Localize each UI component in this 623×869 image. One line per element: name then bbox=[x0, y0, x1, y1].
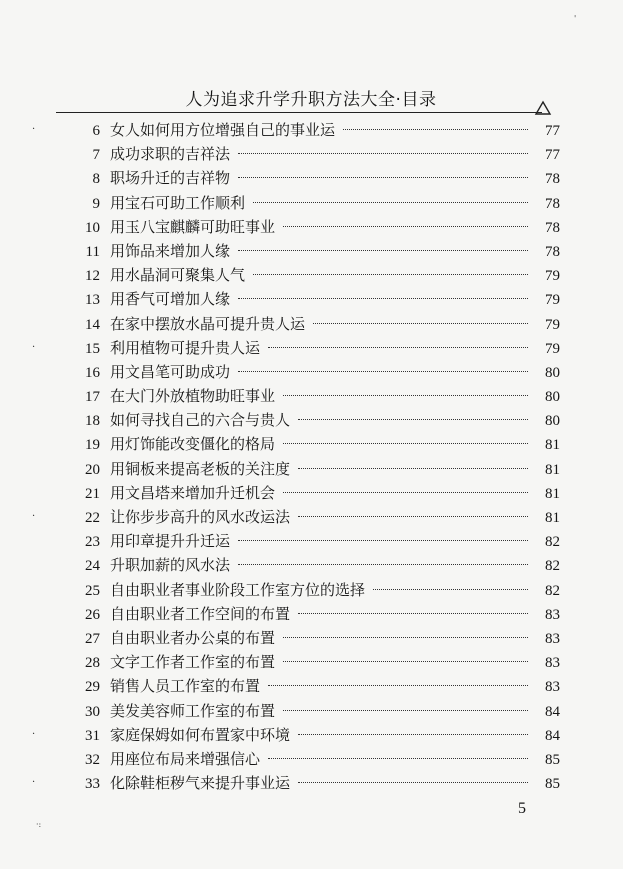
entry-title: 女人如何用方位增强自己的事业运 bbox=[110, 121, 336, 139]
entry-page-number: 79 bbox=[545, 268, 560, 285]
dot-leader bbox=[298, 516, 528, 517]
entry-number: 30 bbox=[85, 703, 100, 720]
toc-entry[interactable] bbox=[60, 166, 560, 190]
entry-number: 19 bbox=[85, 437, 100, 454]
entry-page-number: 79 bbox=[545, 292, 560, 309]
entry-number: 24 bbox=[85, 558, 100, 575]
dot-leader bbox=[238, 540, 528, 541]
dot-leader bbox=[253, 202, 528, 203]
dot-leader bbox=[253, 274, 528, 275]
toc-entry[interactable] bbox=[60, 626, 560, 650]
entry-page-number: 78 bbox=[545, 219, 560, 236]
dot-leader bbox=[283, 710, 528, 711]
entry-page-number: 81 bbox=[545, 510, 560, 526]
entry-number: 10 bbox=[85, 219, 100, 236]
toc-entry[interactable] bbox=[32, 771, 560, 795]
toc-entry[interactable] bbox=[60, 481, 560, 505]
toc-entry[interactable] bbox=[60, 674, 560, 698]
page-number: 5 bbox=[518, 800, 526, 817]
entry-title: 用香气可增加人缘 bbox=[110, 290, 231, 309]
dot-leader bbox=[283, 395, 528, 396]
toc-entry[interactable] bbox=[60, 215, 560, 239]
entry-number: 26 bbox=[85, 606, 100, 623]
toc-entry[interactable] bbox=[60, 529, 560, 553]
entry-title: 用玉八宝麒麟可助旺事业 bbox=[110, 217, 276, 236]
entry-page-number: 80 bbox=[545, 413, 560, 430]
entry-number: 27 bbox=[85, 630, 100, 647]
toc-entry[interactable] bbox=[60, 747, 560, 771]
entry-page-number: 83 bbox=[545, 606, 560, 623]
dot-leader bbox=[298, 419, 528, 420]
entry-page-number: 82 bbox=[545, 558, 560, 575]
entry-page-number: 85 bbox=[545, 776, 560, 793]
entry-number: 21 bbox=[85, 485, 100, 502]
entry-number: 17 bbox=[85, 389, 100, 406]
entry-page-number: 79 bbox=[545, 316, 560, 333]
toc-entry[interactable] bbox=[60, 191, 560, 215]
dot-leader bbox=[238, 250, 528, 251]
dot-leader bbox=[268, 685, 528, 686]
entry-page-number: 83 bbox=[545, 630, 560, 647]
dot-leader bbox=[343, 129, 528, 130]
toc-entry[interactable] bbox=[60, 384, 560, 408]
dot-leader bbox=[313, 323, 528, 324]
entry-page-number: 78 bbox=[545, 195, 560, 212]
entry-page-number: 77 bbox=[545, 123, 560, 139]
dot-leader bbox=[283, 637, 528, 638]
dot-leader bbox=[238, 177, 528, 178]
dot-leader bbox=[373, 589, 528, 590]
entry-number: 20 bbox=[85, 461, 100, 478]
margin-mark: · bbox=[32, 511, 36, 522]
entry-number: 33 bbox=[85, 776, 100, 793]
entry-number: 25 bbox=[85, 582, 100, 599]
entry-number: 12 bbox=[85, 268, 100, 285]
toc-entry[interactable] bbox=[32, 723, 560, 747]
running-header: 人为追求升学升职方法大全·目录 bbox=[185, 90, 437, 110]
toc-entry[interactable] bbox=[60, 142, 560, 166]
entry-page-number: 84 bbox=[545, 727, 560, 744]
table-of-contents bbox=[32, 118, 560, 795]
toc-entry[interactable] bbox=[60, 602, 560, 626]
entry-page-number: 81 bbox=[545, 485, 560, 502]
toc-entry[interactable] bbox=[60, 263, 560, 287]
entry-page-number: 78 bbox=[545, 171, 560, 188]
toc-entry[interactable] bbox=[60, 553, 560, 577]
entry-title: 用座位布局来增强信心 bbox=[110, 749, 261, 768]
entry-page-number: 79 bbox=[545, 340, 560, 357]
entry-title: 用文昌塔来增加升迁机会 bbox=[110, 483, 276, 502]
entry-number: 9 bbox=[92, 195, 100, 212]
entry-title: 自由职业者事业阶段工作室方位的选择 bbox=[110, 580, 366, 599]
entry-title: 成功求职的吉祥法 bbox=[110, 145, 231, 164]
entry-title: 文字工作者工作室的布置 bbox=[110, 653, 276, 672]
entry-title: 化除鞋柜秽气来提升事业运 bbox=[110, 774, 291, 793]
entry-number: 16 bbox=[85, 364, 100, 381]
entry-number: 15 bbox=[85, 340, 100, 357]
entry-title: 如何寻找自己的六合与贵人 bbox=[110, 411, 291, 430]
entry-number: 22 bbox=[85, 510, 100, 526]
dot-leader bbox=[268, 758, 528, 759]
dot-leader bbox=[298, 468, 528, 469]
margin-mark: · bbox=[32, 124, 36, 135]
entry-number: 11 bbox=[85, 243, 100, 260]
margin-mark: · bbox=[32, 777, 36, 789]
dot-leader bbox=[238, 371, 528, 372]
margin-mark: · bbox=[32, 728, 36, 740]
entry-title: 用文昌笔可助成功 bbox=[110, 362, 231, 381]
entry-title: 让你步步高升的风水改运法 bbox=[110, 508, 291, 526]
toc-entry[interactable] bbox=[60, 287, 560, 311]
entry-page-number: 83 bbox=[545, 655, 560, 672]
entry-title: 在大门外放植物助旺事业 bbox=[110, 387, 276, 406]
entry-page-number: 81 bbox=[545, 437, 560, 454]
entry-title: 用水晶洞可聚集人气 bbox=[110, 266, 246, 285]
entry-title: 利用植物可提升贵人运 bbox=[110, 338, 261, 357]
entry-title: 在家中摆放水晶可提升贵人运 bbox=[110, 314, 306, 333]
dot-leader bbox=[238, 298, 528, 299]
entry-page-number: 83 bbox=[545, 679, 560, 696]
toc-entry[interactable] bbox=[60, 457, 560, 481]
toc-entry[interactable] bbox=[32, 118, 560, 142]
toc-entry[interactable] bbox=[60, 239, 560, 263]
scan-speck: ·: bbox=[36, 820, 42, 829]
entry-title: 家庭保姆如何布置家中环境 bbox=[110, 725, 291, 744]
toc-entry[interactable] bbox=[60, 650, 560, 674]
entry-title: 用印章提升升迁运 bbox=[110, 532, 231, 551]
toc-entry[interactable] bbox=[60, 312, 560, 336]
toc-entry[interactable] bbox=[60, 360, 560, 384]
toc-entry[interactable] bbox=[60, 432, 560, 456]
triangle-icon bbox=[534, 100, 552, 116]
header-rule bbox=[56, 112, 542, 113]
entry-title: 用灯饰能改变僵化的格局 bbox=[110, 435, 276, 454]
dot-leader bbox=[283, 226, 528, 227]
entry-page-number: 85 bbox=[545, 751, 560, 768]
entry-number: 29 bbox=[85, 679, 100, 696]
dot-leader bbox=[283, 443, 528, 444]
entry-number: 13 bbox=[85, 292, 100, 309]
entry-page-number: 84 bbox=[545, 703, 560, 720]
scan-speck: ' bbox=[574, 14, 577, 23]
entry-title: 用铜板来提高老板的关注度 bbox=[110, 459, 291, 478]
toc-entry[interactable] bbox=[60, 699, 560, 723]
dot-leader bbox=[298, 782, 528, 783]
entry-number: 28 bbox=[85, 655, 100, 672]
toc-entry[interactable] bbox=[32, 505, 560, 529]
dot-leader bbox=[268, 347, 528, 348]
entry-number: 6 bbox=[92, 123, 100, 139]
entry-number: 7 bbox=[92, 147, 100, 164]
entry-page-number: 80 bbox=[545, 364, 560, 381]
entry-title: 自由职业者工作空间的布置 bbox=[110, 604, 291, 623]
entry-number: 8 bbox=[92, 171, 100, 188]
entry-title: 用饰品来增加人缘 bbox=[110, 241, 231, 260]
entry-page-number: 77 bbox=[545, 147, 560, 164]
entry-number: 23 bbox=[85, 534, 100, 551]
dot-leader bbox=[238, 564, 528, 565]
entry-number: 18 bbox=[85, 413, 100, 430]
dot-leader bbox=[298, 613, 528, 614]
toc-entry[interactable] bbox=[60, 578, 560, 602]
dot-leader bbox=[283, 661, 528, 662]
entry-page-number: 81 bbox=[545, 461, 560, 478]
entry-title: 销售人员工作室的布置 bbox=[110, 677, 261, 696]
entry-title: 自由职业者办公桌的布置 bbox=[110, 628, 276, 647]
dot-leader bbox=[238, 153, 528, 154]
entry-title: 美发美容师工作室的布置 bbox=[110, 701, 276, 720]
dot-leader bbox=[283, 492, 528, 493]
entry-title: 升职加薪的风水法 bbox=[110, 556, 231, 575]
toc-entry[interactable] bbox=[32, 336, 560, 360]
toc-entry[interactable] bbox=[60, 408, 560, 432]
entry-number: 14 bbox=[85, 316, 100, 333]
entry-title: 职场升迁的吉祥物 bbox=[110, 169, 231, 188]
entry-number: 32 bbox=[85, 751, 100, 768]
entry-number: 31 bbox=[85, 727, 100, 744]
entry-page-number: 80 bbox=[545, 389, 560, 406]
entry-page-number: 82 bbox=[545, 534, 560, 551]
entry-page-number: 82 bbox=[545, 582, 560, 599]
dot-leader bbox=[298, 734, 528, 735]
margin-mark: · bbox=[32, 341, 36, 353]
entry-page-number: 78 bbox=[545, 243, 560, 260]
entry-title: 用宝石可助工作顺利 bbox=[110, 193, 246, 212]
